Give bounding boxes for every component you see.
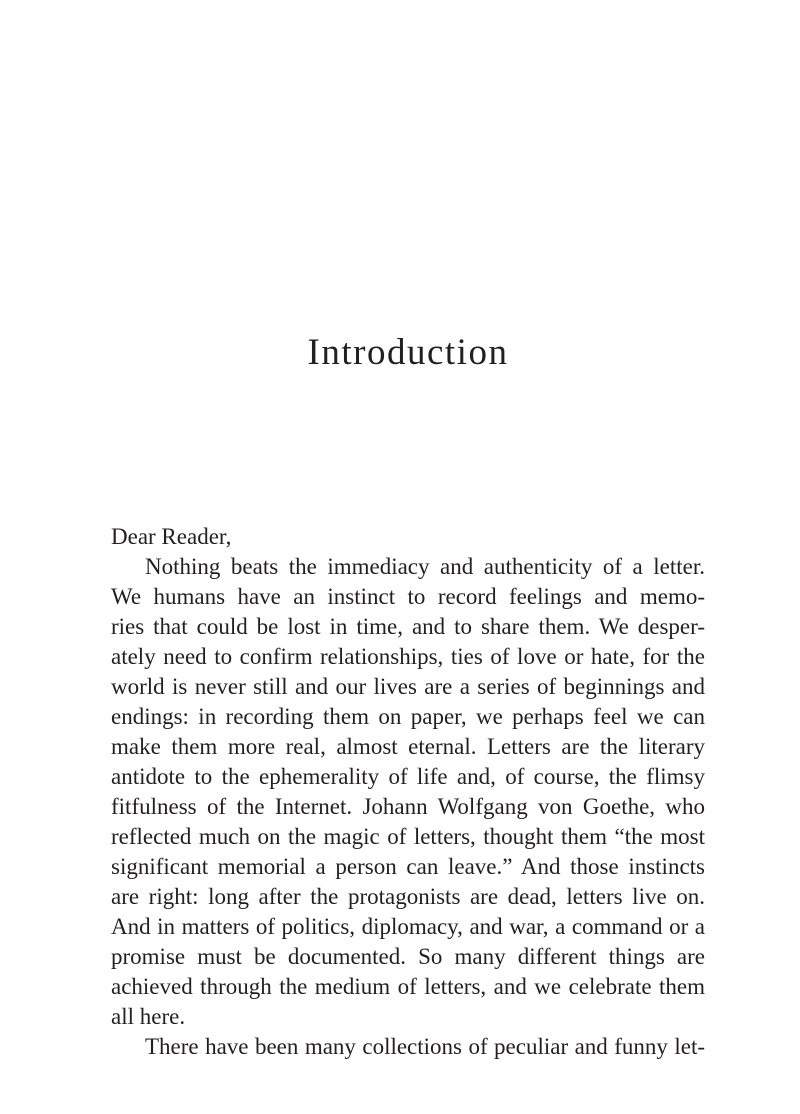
letter-body — [111, 522, 705, 1062]
text-line: fitfulness of the Internet. Johann Wolfgang von Goethe, who — [111, 794, 705, 819]
text-line: significant memorial a person can leave.” And those instincts — [111, 854, 705, 879]
text-line: promise must be documented. So many different things are — [111, 944, 705, 969]
text-line: antidote to the ephemerality of life and, of course, the flimsy — [111, 764, 705, 789]
chapter-title: Introduction — [307, 332, 509, 373]
text-line: achieved through the medium of letters, and we celebrate them — [111, 974, 705, 999]
text-line: are right: long after the protagonists are dead, letters live on. — [111, 884, 705, 909]
text-line: endings: in recording them on paper, we perhaps feel we can — [111, 704, 705, 729]
text-line: We humans have an instinct to record feelings and memo- — [111, 584, 705, 609]
text-line: all here. — [111, 1004, 186, 1029]
text-line: world is never still and our lives are a series of beginnings and — [111, 674, 705, 699]
salutation: Dear Reader, — [111, 524, 232, 549]
text-line: ately need to confirm relationships, ties of love or hate, for the — [111, 644, 705, 669]
text-line: ries that could be lost in time, and to share them. We desper- — [111, 614, 705, 639]
text-line: There have been many collections of peculiar and funny let- — [145, 1034, 705, 1059]
text-line: And in matters of politics, diplomacy, and war, a command or a — [111, 914, 705, 939]
text-line: reflected much on the magic of letters, thought them “the most — [111, 824, 705, 849]
text-line: Nothing beats the immediacy and authenticity of a letter. — [145, 554, 705, 579]
text-line: make them more real, almost eternal. Letters are the literary — [111, 734, 705, 759]
